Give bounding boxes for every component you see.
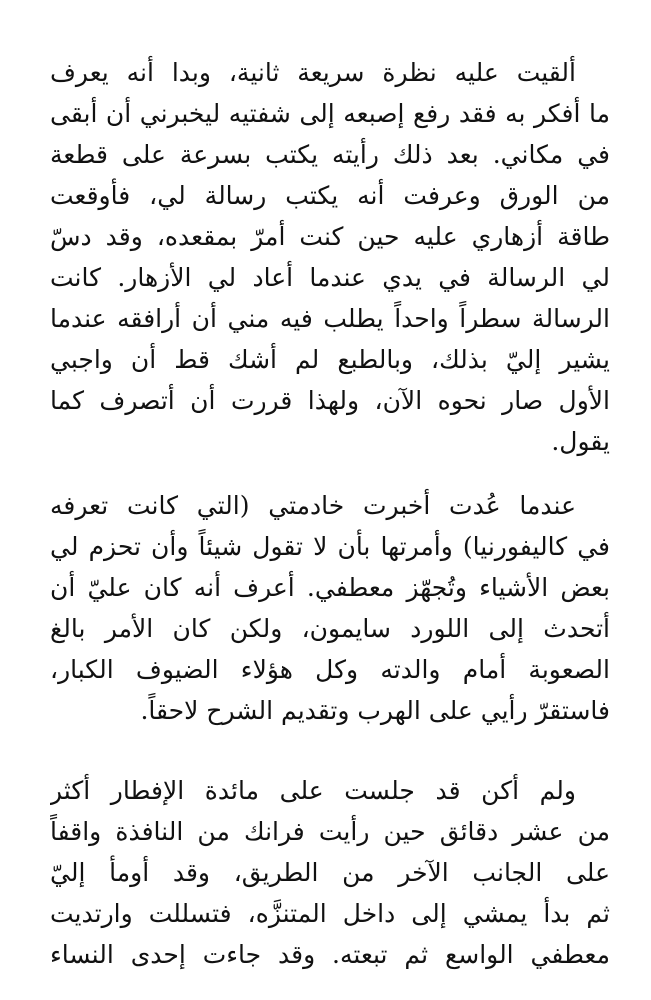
text-line: ألقيت عليه نظرة سريعة ثانية، وبدا أنه يعرف [50, 58, 576, 87]
text-line: فاستقرّ رأيي على الهرب وتقديم الشرح لاحقاً. [140, 696, 610, 725]
text-line: ثم بدأ يمشي إلى داخل المتنزَّه، فتسللت وارتديت [50, 899, 610, 928]
text-line: لي الرسالة في يدي عندما أعاد لي الأزهار. كانت [50, 263, 610, 292]
text-line: على الجانب الآخر من الطريق، وقد أومأ إليّ [50, 858, 610, 887]
text-line: من عشر دقائق حين رأيت فرانك من النافذة واقفاً [50, 817, 610, 846]
text-line: عندما عُدت أخبرت خادمتي (التي كانت تعرفه [50, 491, 576, 520]
text-line: في مكاني. بعد ذلك رأيته يكتب بسرعة على قطعة [50, 140, 610, 169]
paragraph [50, 52, 610, 462]
text-line: ولم أكن قد جلست على مائدة الإفطار أكثر [50, 776, 576, 805]
paragraph [50, 770, 610, 975]
text-line: الأول صار نحوه الآن، ولهذا قررت أن أتصرف كما [50, 386, 610, 415]
text-line: الصعوبة أمام والدته وكل هؤلاء الضيوف الكبار، [50, 655, 610, 684]
text-line: طاقة أزهاري عليه حين كنت أمرّ بمقعده، وقد دسّ [50, 222, 610, 251]
text-line: الرسالة سطراً واحداً يطلب فيه مني أن أرافقه عندما [50, 304, 610, 333]
text-line: معطفي الواسع ثم تبعته. وقد جاءت إحدى النساء [50, 940, 610, 969]
text-line: ما أفكر به فقد رفع إصبعه إلى شفتيه ليخبرني أن أبقى [50, 99, 610, 128]
text-line: يشير إليّ بذلك، وبالطبع لم أشك قط أن واجبي [50, 345, 610, 374]
text-line: في كاليفورنيا) وأمرتها بأن لا تقول شيئاً وأن تحزم لي [50, 532, 610, 561]
paragraph [50, 485, 610, 731]
text-line: بعض الأشياء وتُجهّز معطفي. أعرف أنه كان عليّ أن [50, 573, 610, 602]
text-line: يقول. [551, 427, 610, 456]
text-line: أتحدث إلى اللورد سايمون، ولكن كان الأمر بالغ [50, 614, 610, 643]
text-line: من الورق وعرفت أنه يكتب رسالة لي، فأوقعت [50, 181, 610, 210]
